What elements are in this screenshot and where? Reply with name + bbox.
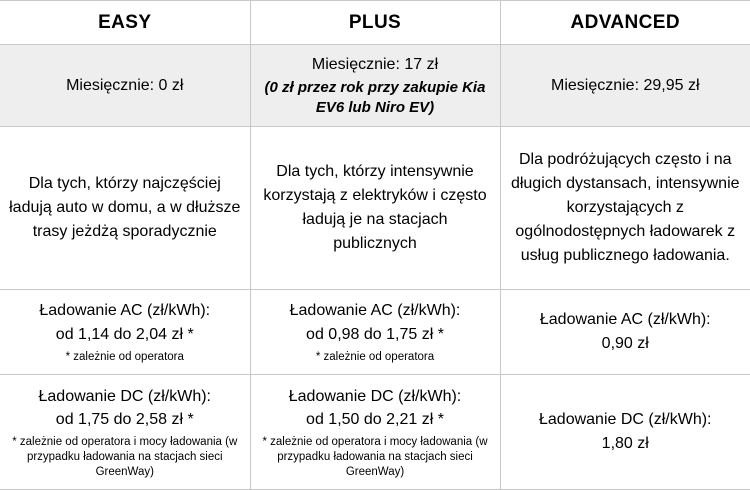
dc-easy-footnote: * zależnie od operatora i mocy ładowania (w przypadku ładowania na stacjach sieci GreenWay) — [12, 436, 238, 478]
ac-advanced-title: Ładowanie AC (zł/kWh): — [539, 311, 711, 329]
description-cell-advanced: Dla podróżujących często i na długich dystansach, intensywnie korzystających z ogólnodostępnych ładowarek z usług publicznego ładowania. — [500, 127, 750, 290]
description-cell-plus: Dla tych, którzy intensywnie korzystają z elektryków i często ładują je na stacjach publicznych — [250, 127, 500, 290]
ac-easy-title: Ładowanie AC (zł/kWh): — [39, 302, 211, 320]
ac-easy-value: od 1,14 do 2,04 zł * — [55, 325, 194, 343]
dc-plus-title: Ładowanie DC (zł/kWh): — [288, 387, 462, 405]
price-cell-easy — [0, 45, 250, 127]
column-header-advanced: ADVANCED — [500, 1, 750, 45]
price-plus-main: Miesięcznie: 17 zł — [311, 55, 439, 73]
ac-easy-footnote: * zależnie od operatora — [65, 350, 184, 363]
price-advanced-main: Miesięcznie: 29,95 zł — [550, 76, 700, 94]
dc-plus-footnote: * zależnie od operatora i mocy ładowania (w przypadku ładowania na stacjach sieci GreenWay) — [262, 436, 488, 478]
dc-advanced-value: 1,80 zł — [601, 435, 649, 453]
ac-plus-title: Ładowanie AC (zł/kWh): — [289, 302, 461, 320]
dc-easy-value: od 1,75 do 2,58 zł * — [55, 410, 194, 428]
price-plus-note: (0 zł przez rok przy zakupie Kia EV6 lub Niro EV) — [264, 78, 486, 117]
column-header-plus: PLUS — [250, 1, 500, 45]
dc-charging-row — [0, 375, 750, 490]
ac-plus-value: od 0,98 do 1,75 zł * — [306, 325, 444, 343]
dc-plus-value: od 1,50 do 2,21 zł * — [306, 410, 444, 428]
dc-cell-advanced — [500, 375, 750, 490]
dc-cell-plus — [250, 375, 500, 490]
dc-advanced-title: Ładowanie DC (zł/kWh): — [539, 411, 712, 429]
table-header-row — [0, 1, 750, 45]
price-cell-advanced — [500, 45, 750, 127]
ac-cell-easy — [0, 289, 250, 375]
ac-cell-plus — [250, 289, 500, 375]
dc-cell-easy — [0, 375, 250, 490]
ac-cell-advanced — [500, 289, 750, 375]
column-header-easy: EASY — [0, 1, 250, 45]
price-easy-main: Miesięcznie: 0 zł — [66, 76, 184, 94]
ac-plus-footnote: * zależnie od operatora — [315, 350, 435, 363]
price-cell-plus — [250, 45, 500, 127]
description-cell-easy: Dla tych, którzy najczęściej ładują auto w domu, a w dłuższe trasy jeżdżą sporadycznie — [0, 127, 250, 290]
ac-advanced-value: 0,90 zł — [601, 335, 649, 353]
ac-charging-row — [0, 289, 750, 375]
dc-easy-title: Ładowanie DC (zł/kWh): — [38, 387, 211, 405]
description-row — [0, 127, 750, 290]
monthly-price-row — [0, 45, 750, 127]
